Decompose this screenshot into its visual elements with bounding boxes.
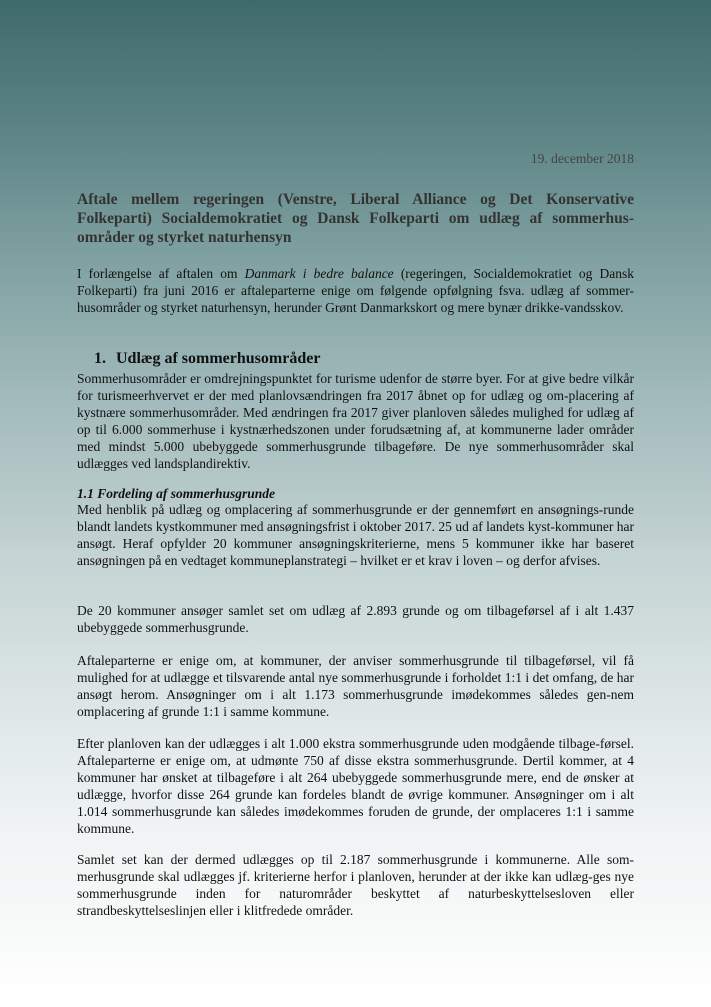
section-1-title: Udlæg af sommerhusområder xyxy=(116,350,321,367)
intro-text-before: I forlængelse af aftalen om xyxy=(77,266,245,281)
section-1-1-paragraph-3: Aftaleparterne er enige om, at kommuner, der anviser sommerhusgrunde til tilbageførsel, vil få mulighed for at udlægge et tilsvarende antal nye sommerhusgrunde i forholdet 1:1 i det omfang, de har ansøgt herom. Ansøgninger om i alt 1.173 sommerhusgrunde imødekommes således gen-nem omplacering af grunde 1:1 i samme kommune. xyxy=(77,653,634,719)
intro-paragraph xyxy=(77,265,634,316)
intro-text-after: (regeringen, Socialdemokratiet og Dansk Folkeparti) fra juni 2016 er aftaleparterne enige om følgende opfølgning fsva. udlæg af sommer-husområder og styrket naturhensyn, herunder Grønt Danmarkskort og mere bynær drikke-vandsskov. xyxy=(77,266,634,315)
section-1-1-paragraph-4: Efter planloven kan der udlægges i alt 1.000 ekstra sommerhusgrunde uden modgående tilbage-førsel. Aftaleparterne er enige om, at udmønte 750 af disse ekstra sommerhusgrunde. Dertil kommer, at 4 kommuner har ønsket at tilbageføre i alt 264 ubebyggede sommerhusgrunde mere, end de ønsker at udlægge, hvorfor disse 264 grunde kan fordeles blandt de øvrige kommuner. Ansøgninger om i alt 1.014 sommerhusgrunde kan således imødekommes foruden de grunde, der omplaceres 1:1 i samme kommune. xyxy=(77,736,634,836)
section-1-heading xyxy=(94,350,320,368)
section-1-1-heading: 1.1 Fordeling af sommerhusgrunde xyxy=(77,486,276,501)
document-date: 19. december 2018 xyxy=(530,151,634,166)
section-1-1-paragraph-2: De 20 kommuner ansøger samlet set om udlæg af 2.893 grunde og om tilbageførsel af i alt 1.437 ubebyggede sommerhusgrunde. xyxy=(77,603,634,635)
intro-agreement-name: Danmark i bedre balance xyxy=(244,266,394,281)
document-title: Aftale mellem regeringen (Venstre, Liberal Alliance og Det Konservative Folkeparti) Socialdemokratiet og Dansk Folkeparti om udlæg af sommerhus-områder og styrket naturhensyn xyxy=(77,191,634,246)
section-1-1-paragraph-5: Samlet set kan der dermed udlægges op til 2.187 sommerhusgrunde i kommunerne. Alle som-merhusgrunde skal udlægges jf. kriterierne herfor i planloven, herunder at der ikke kan udlæg-ges nye sommerhusgrunde inden for naturområder beskyttet af naturbeskyttelsesloven eller strandbeskyttelseslinjen eller i klitfredede områder. xyxy=(77,852,634,918)
section-1-paragraph: Sommerhusområder er omdrejningspunktet for turisme udenfor de større byer. For at give bedre vilkår for turismeerhvervet er der med planlovsændringen fra 2017 åbnet op for udlæg og om-placering af kystnære sommerhusområder. Med ændringen fra 2017 giver planloven således mulighed for udlæg af op til 6.000 sommerhuse i kystnærhedszonen under forudsætning af, at kommunerne lader områder med mindst 5.000 ubebyggede sommerhusgrunde tilbageføre. De nye sommerhusområder skal udlægges ved landsplandirektiv. xyxy=(77,371,634,471)
section-1-1-paragraph-1: Med henblik på udlæg og omplacering af sommerhusgrunde er der gennemført en ansøgnings-runde blandt landets kystkommuner med ansøgningsfrist i oktober 2017. 25 ud af landets kyst-kommuner har ansøgt. Heraf opfylder 20 kommuner ansøgningskriterierne, mens 5 kommuner ikke har baseret ansøgningen på en vedtaget kommuneplanstrategi – hvilket er et krav i loven – og derfor afvises. xyxy=(77,502,634,568)
section-1-number: 1. xyxy=(94,350,106,367)
